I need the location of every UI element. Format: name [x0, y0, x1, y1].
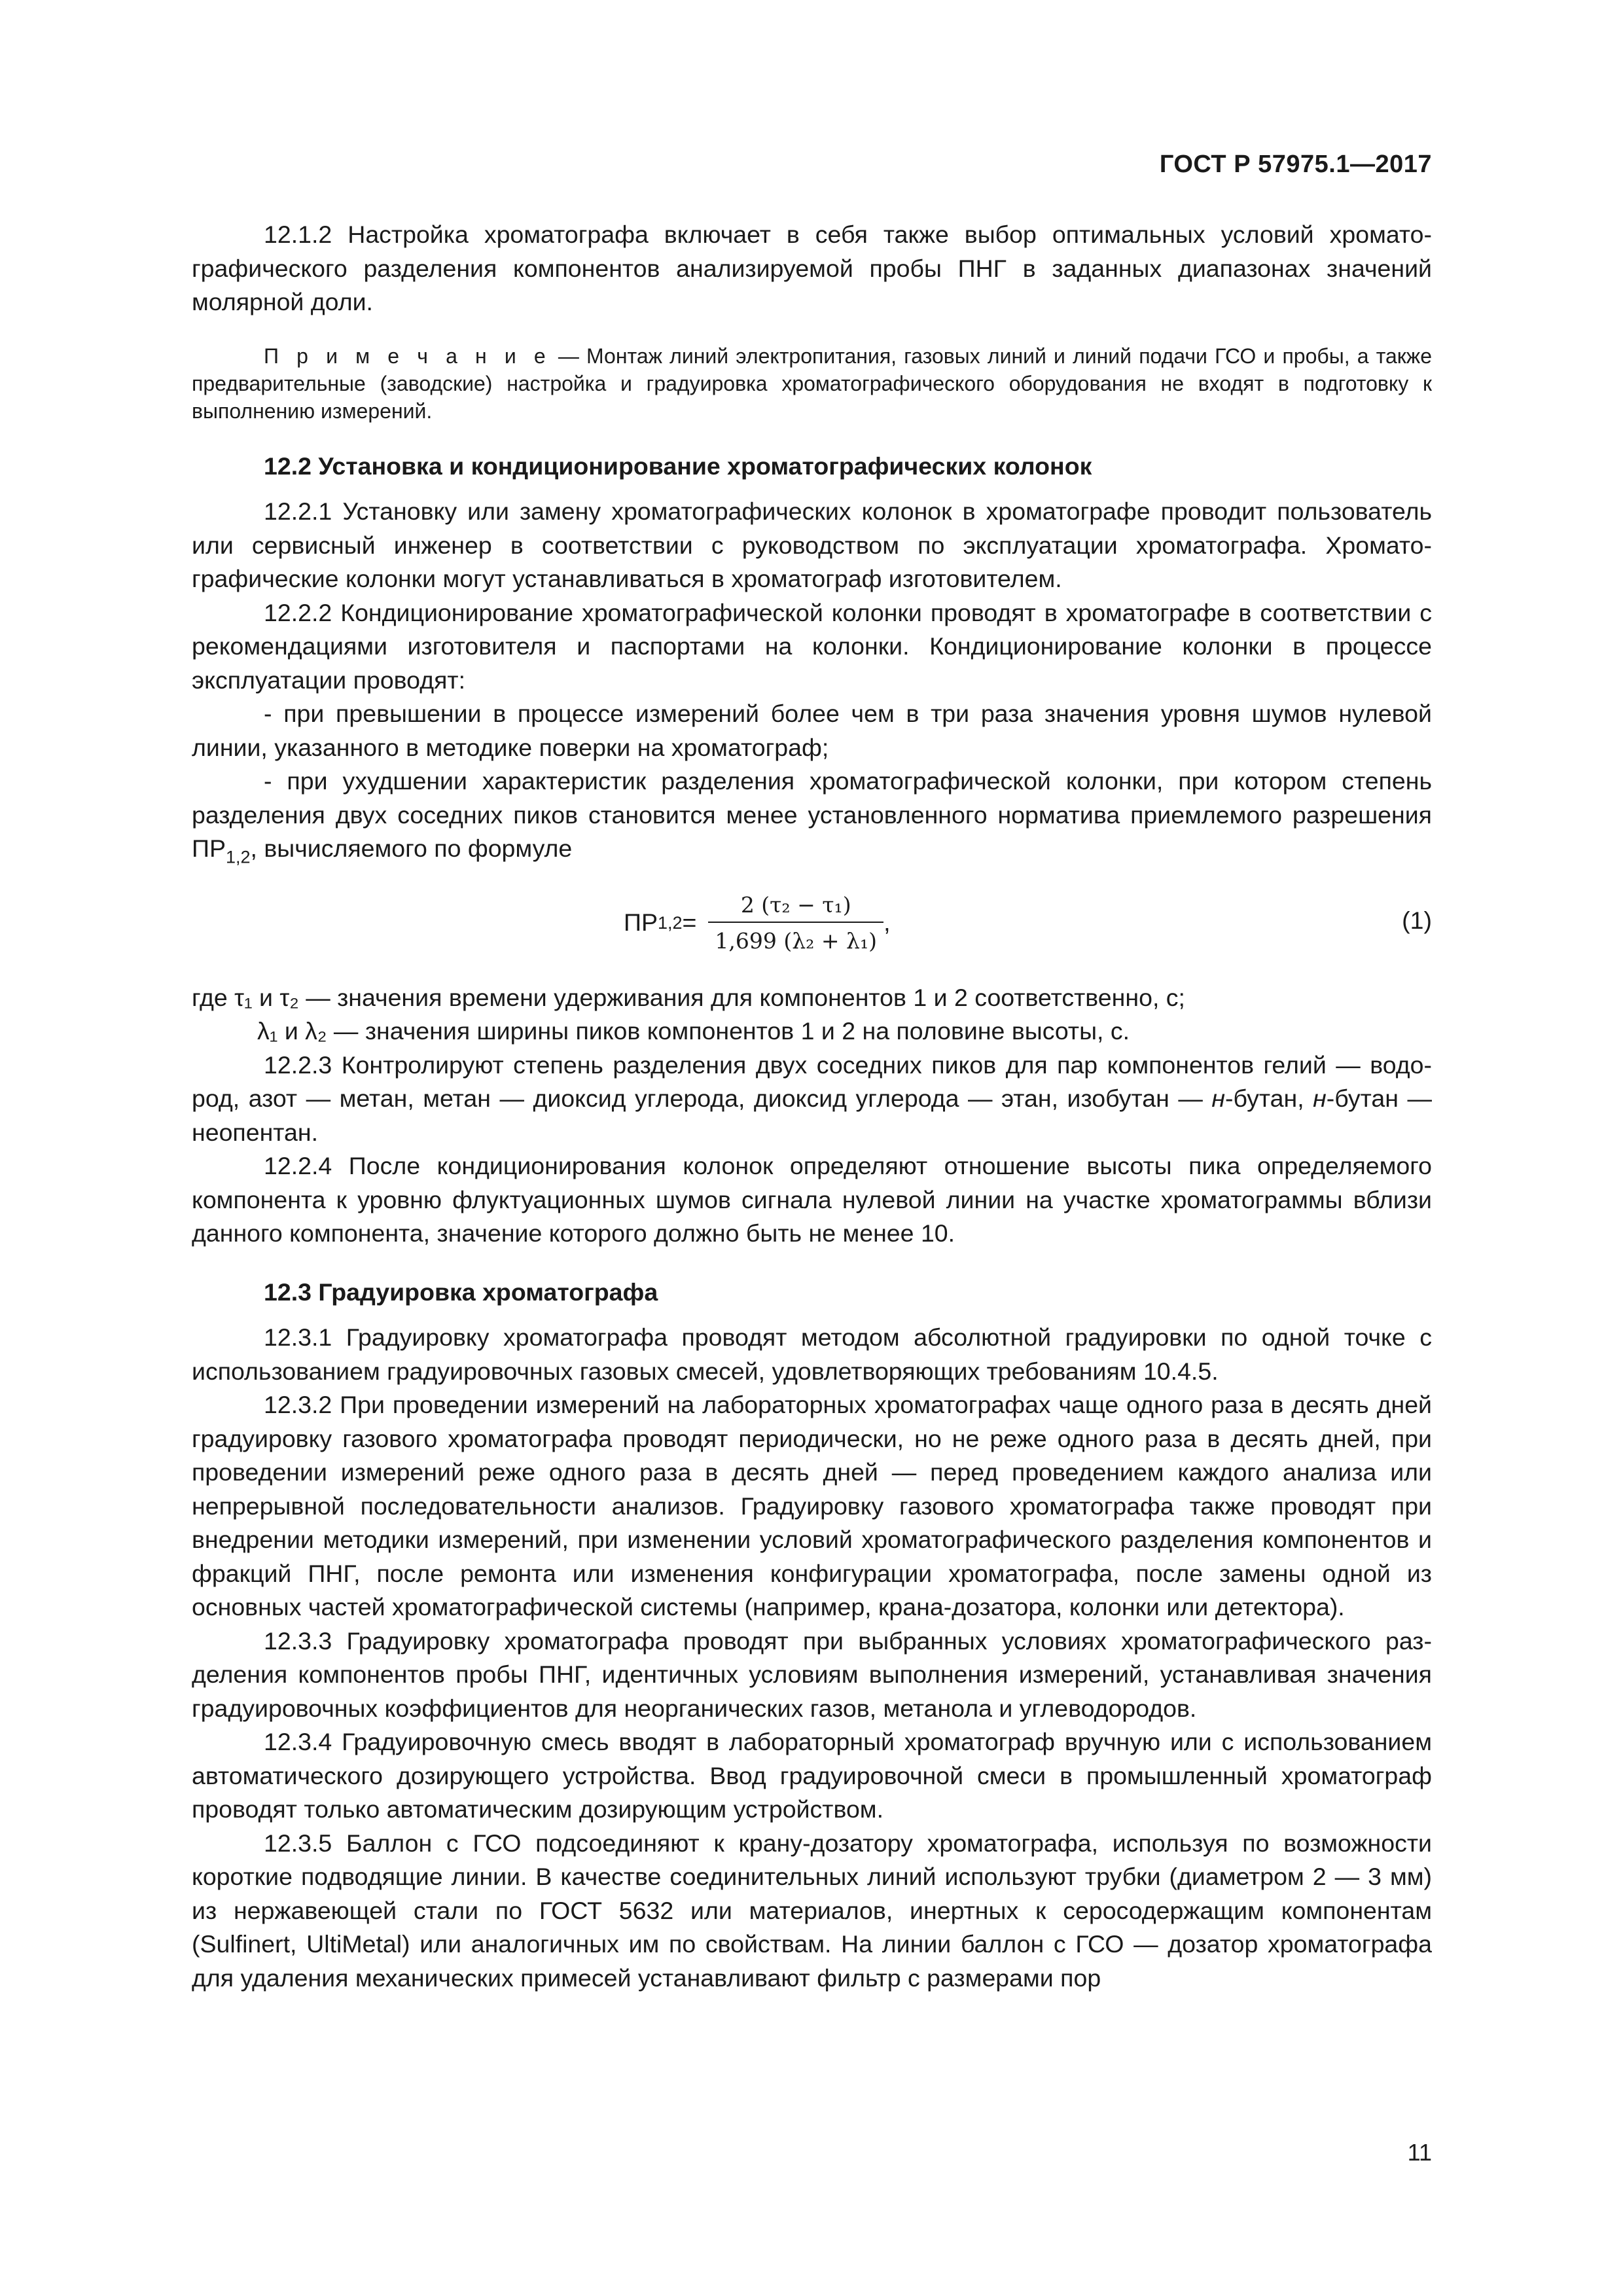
paragraph-12-2-2: 12.2.2 Кондиционирование хроматографической колонки проводят в хроматографе в соответствии с рекомендациями изготовителя и паспортами на колонки. Кондиционирование колонки в процессе эксплуатации проводят: [192, 598, 1432, 694]
formula-number: (1) [1402, 906, 1432, 934]
formula-lhs: ПР [624, 908, 658, 936]
formula-where-1: где τ₁ и τ₂ — значения времени удерживания для компонентов 1 и 2 соответственно, с; [192, 983, 1185, 1011]
note-text: — Монтаж линий электропитания, газовых линий и линий подачи ГСО и пробы, а также предварительные (заводские) настройка и градуировка хроматографического оборудования не входят в подготовку к выполнению измерений. [192, 344, 1433, 423]
paragraph-12-3-3: 12.3.3 Градуировку хроматографа проводят при выбранных условиях хроматографического разделения компонентов пробы ПНГ, идентичных условиям выполнения измерений, устанавливая значения градуировочных коэффициентов для неорганических газов, метанола и углеводородов. [192, 1626, 1432, 1722]
paragraph-12-3-1: 12.3.1 Градуировку хроматографа проводят методом абсолютной градуировки по одной точке с использованием градуировочных газовых смесей, удовлетворяющих требованиям 10.4.5. [192, 1323, 1432, 1385]
paragraph-12-2-3 [192, 1049, 1432, 1150]
paragraph-12-3-5: 12.3.5 Баллон с ГСО подсоединяют к крану-дозатору хроматографа, используя по возможности короткие подводящие линии. В качестве соединительных линий используют трубки (диаметром 2 — 3 мм) из нержавеющей стали по ГОСТ 5632 или материалов, инертных к серосодержащим компонентам (Sulfinert, UltiMetal) или аналогичных им по свойствам. На линии баллон с ГСО — дозатор хроматографа для удаления механических примесей устанавливают фильтр с размерами пор [192, 1829, 1432, 1992]
list-item: - при превышении в процессе измерений более чем в три раза значения уровня шумов нулевой линии, указанного в методике поверки на хроматограф; [192, 700, 1432, 761]
subscript: 1,2 [225, 847, 251, 867]
note [192, 342, 1432, 425]
section-heading-12-3: 12.3 Градуировка хроматографа [264, 1278, 658, 1306]
italic-text: н [1313, 1085, 1327, 1112]
paragraph-12-2-4: 12.2.4 После кондиционирования колонок определяют отношение высоты пика определяемого компонента к уровню флуктуационных шумов сигнала нулевой линии на участке хроматограммы вблизи данного компонента, значение которого должно быть не менее 10. [192, 1152, 1432, 1247]
formula-trail: , [883, 908, 891, 936]
document-body [192, 218, 1432, 1995]
paragraph-text: -бутан — неопентан. [192, 1085, 1432, 1146]
formula-where-2: λ₁ и λ₂ — значения ширины пиков компонентов 1 и 2 на половине высоты, с. [257, 1017, 1130, 1045]
paragraph-text: -бутан, [1224, 1085, 1313, 1112]
paragraph-12-3-4: 12.3.4 Градуировочную смесь вводят в лабораторный хроматограф вручную или с использованием автоматического дозирующего устройства. Ввод градуировочной смеси в промышленный хроматограф проводят только автоматическим дозирующим устройством. [192, 1728, 1432, 1823]
formula-fraction [708, 892, 883, 954]
paragraph-12-2-1: 12.2.1 Установку или замену хроматографических колонок в хроматографе проводит пользователь или сервисный инженер в соответствии с руководством по эксплуатации хроматографа. Хроматографические колонки могут устанавливаться в хроматограф изготовителем. [192, 497, 1432, 592]
note-label: П р и м е ч а н и е [264, 344, 551, 368]
formula-block [192, 880, 1432, 978]
list-item-text: - при ухудшении характеристик разделения хроматографической колонки, при котором степень разделения двух соседних пиков становится менее установленного норматива приемлемого разрешения ПР [192, 767, 1432, 862]
document-header: ГОСТ Р 57975.1—2017 [1159, 151, 1432, 178]
paragraph-12-3-2: 12.3.2 При проведении измерений на лабораторных хроматографах чаще одного раза в десять дней градуировку газового хроматографа проводят периодически, но не реже одного раза в десять дней, при проведении измерений реже одного раза в десять дней — перед проведением каждого анализа или непрерывной последовательности анализов. Градуировку газового хроматографа также проводят при внедрении методики измерений, при изменении условий хроматографического разделения компонентов и фракций ПНГ, после ремонта или изменения конфигурации хроматографа, после замены одной из основных частей хроматографической системы (например, крана-дозатора, колонки или детектора). [192, 1391, 1432, 1621]
list-item-text: , вычисляемого по формуле [250, 834, 573, 862]
list-item [192, 764, 1432, 866]
paragraph-12-1-2: 12.1.2 Настройка хроматографа включает в себя также выбор оптимальных условий хроматографического разделения компонентов анализируемой пробы ПНГ в заданных диапазонах значений молярной доли. [192, 221, 1432, 315]
formula-denominator: 1,699 (λ₂ + λ₁) [715, 927, 878, 954]
italic-text: н [1211, 1085, 1225, 1112]
page-number: 11 [1407, 2139, 1432, 2166]
formula-numerator: 2 (τ₂ − τ₁) [740, 891, 851, 918]
formula-equals: = [682, 908, 697, 936]
paragraph-text: 12.2.3 Контролируют степень разделения двух соседних пиков для пар компонентов гелий — водород, азот — метан, метан — диоксид углерода, диоксид углерода — этан, изобутан — [192, 1050, 1432, 1112]
formula: ПР 1,2 = $\frac{\text{2 (τ₂ − τ₁)}}{\text{1,699 (λ₂ + λ₁)}}$ , [624, 891, 891, 954]
section-heading-12-2: 12.2 Установка и кондиционирование хроматографических колонок [264, 452, 1092, 480]
